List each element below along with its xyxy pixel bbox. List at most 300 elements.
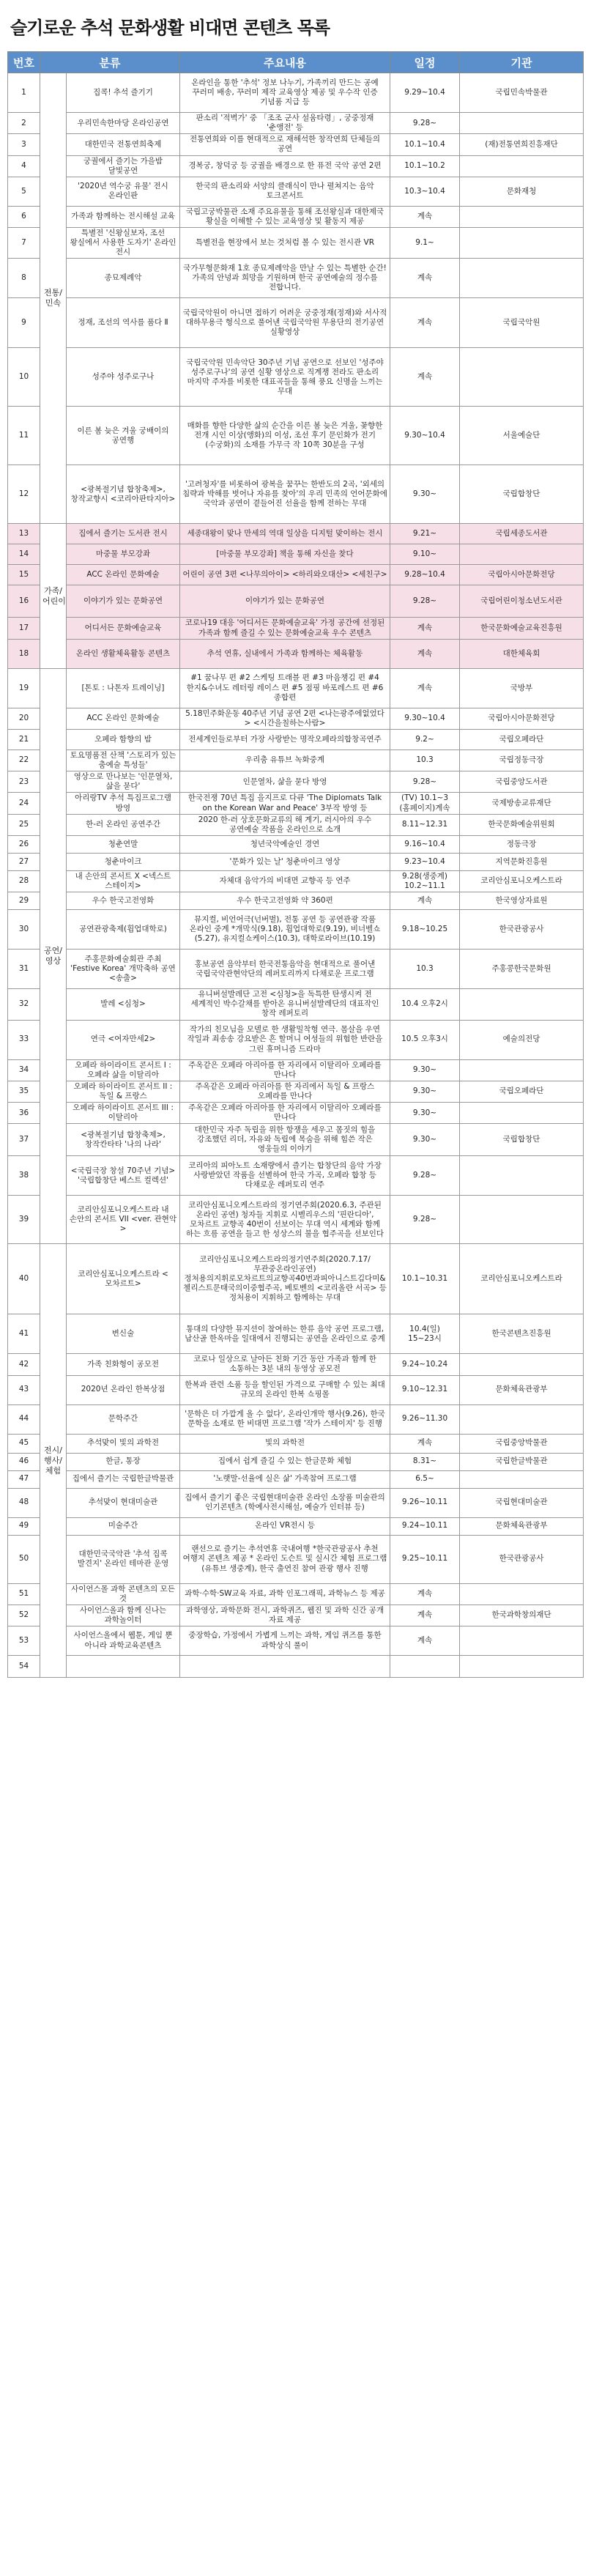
row-number: 26 <box>8 835 40 853</box>
row-schedule: 9.21~ <box>390 524 460 544</box>
row-title: <국립극장 창설 70주년 기념> '국립합창단 베스트 컬렉션' <box>67 1156 180 1196</box>
row-title: 변신술 <box>67 1314 180 1354</box>
row-number: 8 <box>8 259 40 298</box>
row-title: 한글, 통장 <box>67 1453 180 1470</box>
table-row <box>8 989 584 1020</box>
row-organization: 한국문화예술교육진흥원 <box>460 618 584 639</box>
row-schedule: 10.4(일) 15~23시 <box>390 1314 460 1354</box>
row-organization <box>460 1626 584 1656</box>
row-schedule: 9.28~ <box>390 771 460 793</box>
table-row <box>8 73 584 113</box>
row-number: 45 <box>8 1434 40 1453</box>
row-schedule: 계속 <box>390 668 460 708</box>
row-schedule: 9.10~12.31 <box>390 1375 460 1404</box>
row-schedule: 8.11~12.31 <box>390 814 460 835</box>
table-row <box>8 892 584 910</box>
row-schedule <box>390 1656 460 1678</box>
row-organization: 한국과학창의재단 <box>460 1605 584 1626</box>
row-schedule: 9.24~10.24 <box>390 1354 460 1375</box>
table-row <box>8 544 584 565</box>
row-organization: 한국문화예술위원회 <box>460 814 584 835</box>
row-description: 집에서 쉽게 즐길 수 있는 한글문화 체험 <box>180 1453 390 1470</box>
row-organization: 문화재청 <box>460 177 584 206</box>
row-title: 대한민국국악관 '추석 집콕 발견지' 온라인 테마관 운영 <box>67 1535 180 1583</box>
category-cell: 전시/행사/체험 <box>40 1244 67 1678</box>
row-number: 5 <box>8 177 40 206</box>
row-organization: 국립중앙박물관 <box>460 1434 584 1453</box>
row-title: 사이언스올과 함께 신나는 과학놀이터 <box>67 1605 180 1626</box>
row-schedule: 9.30~ <box>390 1124 460 1156</box>
table-row <box>8 1196 584 1244</box>
row-schedule: 10.3 <box>390 950 460 989</box>
table-row <box>8 771 584 793</box>
table-row <box>8 1124 584 1156</box>
row-number: 39 <box>8 1196 40 1244</box>
row-number: 18 <box>8 639 40 668</box>
row-description: 통대의 다양한 뮤지션이 참여하는 한류 음악 공연 프로그램, 남산골 한옥마을 일대에서 진행되는 공연을 온라인으로 중계 <box>180 1314 390 1354</box>
row-description: 빛의 과학전 <box>180 1434 390 1453</box>
table-row <box>8 1488 584 1517</box>
row-description: 국가무형문화재 1호 종묘제례악을 만날 수 있는 특별한 순간! 가족의 안녕과 희망을 기원하며 한국 공연예술의 정수를 전합니다. <box>180 259 390 298</box>
table-body <box>8 73 584 1678</box>
row-schedule: 10.3~10.4 <box>390 177 460 206</box>
row-title: ACC 온라인 문화예술 <box>67 708 180 729</box>
row-title: 추석맞이 현대미술관 <box>67 1488 180 1517</box>
header-schedule: 일정 <box>390 52 460 73</box>
row-title: 2020년 온라인 한복상점 <box>67 1375 180 1404</box>
page-title: 슬기로운 추석 문화생활 비대면 콘텐츠 목록 <box>10 17 330 38</box>
table-row <box>8 298 584 348</box>
row-description: 온라인 VR전시 등 <box>180 1517 390 1535</box>
table-row <box>8 1626 584 1656</box>
row-description: 온라인을 통한 '추석' 정보 나누기, 가족끼리 만드는 공예 꾸러미 배송, 꾸러미 제작 교육영상 제공 및 우수작 인증 기념품 지급 등 <box>180 73 390 113</box>
table-row <box>8 1314 584 1354</box>
table-row <box>8 618 584 639</box>
row-description: 인문열차, 삶을 묻다 방영 <box>180 771 390 793</box>
row-organization <box>460 1583 584 1605</box>
row-organization: 국립국악원 <box>460 298 584 348</box>
row-number: 10 <box>8 348 40 407</box>
table-row <box>8 1020 584 1059</box>
row-number: 43 <box>8 1375 40 1404</box>
table-row <box>8 1404 584 1434</box>
row-description: 전세계인들로부터 가장 사랑받는 명작오페라의합창곡연주 <box>180 729 390 750</box>
row-organization: 국립오페라단 <box>460 1081 584 1102</box>
table-row <box>8 1156 584 1196</box>
row-schedule: 9.16~10.4 <box>390 835 460 853</box>
row-description: 추석 연휴, 실내에서 가족과 함께하는 체육활동 <box>180 639 390 668</box>
row-number: 21 <box>8 729 40 750</box>
row-organization <box>460 1059 584 1081</box>
row-number: 32 <box>8 989 40 1020</box>
row-title: 오페라 함향의 밤 <box>67 729 180 750</box>
row-title: 코리안심포니오케스트라 내 손안의 콘서트 VII <ver. 관현악> <box>67 1196 180 1244</box>
row-schedule: 9.29~10.4 <box>390 73 460 113</box>
row-schedule: 계속 <box>390 1583 460 1605</box>
row-number: 50 <box>8 1535 40 1583</box>
row-number: 12 <box>8 465 40 524</box>
row-number: 24 <box>8 793 40 814</box>
row-title: 아리랑TV 추석 특집프로그램 방영 <box>67 793 180 814</box>
row-organization: 국립한글박물관 <box>460 1453 584 1470</box>
row-description: 매화를 향한 다양한 삶의 순간을 이른 봄 늦은 겨울, 꽃향한 전개 시인 이상(앵화)의 이성, 조선 후기 문인화가 전기(수궁화)의 소재를 가무극 작 10쪽 30분을 구성 <box>180 407 390 465</box>
row-number: 4 <box>8 155 40 177</box>
table-row <box>8 1081 584 1102</box>
row-organization <box>460 1103 584 1124</box>
table-row <box>8 1453 584 1470</box>
row-organization: 예술의전당 <box>460 1020 584 1059</box>
row-title: 집콕! 추석 즐기기 <box>67 73 180 113</box>
table-row <box>8 729 584 750</box>
row-organization: 국립현대미술관 <box>460 1488 584 1517</box>
table-row <box>8 1375 584 1404</box>
row-schedule: 9.26~10.11 <box>390 1488 460 1517</box>
row-number: 53 <box>8 1626 40 1656</box>
row-description: 한국전쟁 70년 특집 을지프로 다큐 'The Diplomats Talk on the Korean War and Peace' 3부작 방영 등 <box>180 793 390 814</box>
row-description: '노랫말-선율에 실은 삶' 가족참여 프로그램 <box>180 1470 390 1488</box>
row-description: 5.18민주화운동 40주년 기념 공연 2편 <나는광주에없었다> <시간을칠하는사람> <box>180 708 390 729</box>
table-row <box>8 853 584 870</box>
row-description: 코로나 일상으로 날아든 친화 기간 동안 가족과 함께 한 소통하는 3분 내의 동영상 공모전 <box>180 1354 390 1375</box>
row-number: 41 <box>8 1314 40 1354</box>
row-schedule: 계속 <box>390 639 460 668</box>
row-description: 주옥같은 오페라 아리아를 한 자리에서 이탈리아 오페라를 만나다 <box>180 1103 390 1124</box>
row-title: 특별전 '신왕실보자, 조선 왕실에서 사용한 도자기' 온라인 전시 <box>67 228 180 259</box>
row-number: 3 <box>8 134 40 155</box>
row-schedule: 10.1~10.2 <box>390 155 460 177</box>
row-title: 정재, 조선의 역사를 품다 Ⅱ <box>67 298 180 348</box>
row-number: 54 <box>8 1656 40 1678</box>
row-title: 종묘제례악 <box>67 259 180 298</box>
row-number: 1 <box>8 73 40 113</box>
table-row <box>8 870 584 892</box>
row-title: 가족과 함께하는 전시해설 교육 <box>67 206 180 227</box>
row-number: 15 <box>8 565 40 585</box>
row-description: 세종대왕이 맞나 만세의 역대 일상을 디지털 맞이하는 전시 <box>180 524 390 544</box>
row-title <box>67 1656 180 1678</box>
row-schedule: 8.31~ <box>390 1453 460 1470</box>
row-description: 전통연희와 이를 현대적으로 재해석한 창작연희 단체들의 공연 <box>180 134 390 155</box>
table-row <box>8 1470 584 1488</box>
row-schedule: 10.4 오후2시 <box>390 989 460 1020</box>
row-description <box>180 1656 390 1678</box>
row-title: 가족 친화형이 공모전 <box>67 1354 180 1375</box>
row-number: 33 <box>8 1020 40 1059</box>
row-number: 7 <box>8 228 40 259</box>
table-row <box>8 259 584 298</box>
row-organization: 대한체육회 <box>460 639 584 668</box>
table-row <box>8 1583 584 1605</box>
row-number: 17 <box>8 618 40 639</box>
row-number: 27 <box>8 853 40 870</box>
row-number: 16 <box>8 585 40 618</box>
row-number: 44 <box>8 1404 40 1434</box>
row-schedule: 9.1~ <box>390 228 460 259</box>
row-description: 판소리 '적벽가' 중 「조조 군사 설움타령」, 궁중정재 '춘앵전' 등 <box>180 113 390 134</box>
row-number: 22 <box>8 750 40 771</box>
table-row <box>8 1059 584 1081</box>
row-organization: 국립합창단 <box>460 465 584 524</box>
row-description: [마중물 부모강좌] 책을 통해 자신을 찾다 <box>180 544 390 565</box>
row-schedule: 6.5~ <box>390 1470 460 1488</box>
row-organization <box>460 1470 584 1488</box>
row-schedule: 9.30~ <box>390 1059 460 1081</box>
row-description: 중장학습, 가정에서 가볍게 느끼는 과학, 게임 퀴즈를 통한 과학상식 풀이 <box>180 1626 390 1656</box>
row-organization: 문화체육관광부 <box>460 1375 584 1404</box>
row-description: 코리안심포니오케스트라의 정기연주회(2020.6.3, 주관된 온라인 공연) 청자들 지휘로 시벨리우스의 '핀란디아', 모차르트 교향곡 40번이 선보이는 무대 역시 세계와 함께 하는 흐름 공연을 들고 한 성상스의 불을 협주곡을 선보인다 <box>180 1196 390 1244</box>
row-organization: 서울예술단 <box>460 407 584 465</box>
table-row <box>8 206 584 227</box>
row-organization: 국립정동극장 <box>460 750 584 771</box>
row-number: 23 <box>8 771 40 793</box>
row-schedule: 9.2~ <box>390 729 460 750</box>
table-header-row <box>8 52 584 73</box>
row-schedule: 9.23~10.4 <box>390 853 460 870</box>
row-organization <box>460 544 584 565</box>
row-organization: 국제방송교류재단 <box>460 793 584 814</box>
row-description: '문화가 있는 날' 청춘마이크 영상 <box>180 853 390 870</box>
row-schedule: 9.28~ <box>390 585 460 618</box>
row-number: 9 <box>8 298 40 348</box>
row-organization <box>460 1196 584 1244</box>
table-row <box>8 585 584 618</box>
category-cell: 가족/어린이 <box>40 524 67 668</box>
row-schedule: 9.30~ <box>390 465 460 524</box>
row-schedule: 계속 <box>390 1626 460 1656</box>
table-row <box>8 407 584 465</box>
row-schedule: 9.28~10.4 <box>390 565 460 585</box>
row-title: 주홍문화예술회관 주최 'Festive Korea' 개막축하 공연 <송출> <box>67 950 180 989</box>
row-title: '2020년 역수궁 유물' 전시 온라인판 <box>67 177 180 206</box>
row-title: 집에서 즐기는 도서관 전시 <box>67 524 180 544</box>
table-row <box>8 228 584 259</box>
row-description: 특별전을 현장에서 보는 것처럼 볼 수 있는 전시관 VR <box>180 228 390 259</box>
row-schedule: 계속 <box>390 1605 460 1626</box>
row-description: 코리안심포니오케스트라의정기연주회(2020.7.17/무관중온라인공연)정처용의지휘로모차르트의교향곡40번과피아니스트김다미&첼리스트문태국의이중협주곡, 베토벤의 <코리올란 서곡> 등 정처용이 지휘하고 함께하는 무대 <box>180 1244 390 1314</box>
row-title: 성주야 성주로구나 <box>67 348 180 407</box>
row-title: 청춘연말 <box>67 835 180 853</box>
row-organization <box>460 155 584 177</box>
row-title: 발레 <심청> <box>67 989 180 1020</box>
row-organization <box>460 1404 584 1434</box>
header-category: 분류 <box>40 52 180 73</box>
row-organization <box>460 259 584 298</box>
row-organization: 국방부 <box>460 668 584 708</box>
row-title: 청춘마이크 <box>67 853 180 870</box>
table-row <box>8 950 584 989</box>
row-description: '문학은 더 가깝게 올 수 없다', 온라인개막 행사(9.26), 한국 문학을 소재로 한 비대면 프로그램 '작가 스테이지' 등 진행 <box>180 1404 390 1434</box>
row-description: 홍보공연 음악부터 한국전통음악을 현대적으로 풀어낸 국립국악관현악단의 레퍼토리까지 다채로운 프로그램 <box>180 950 390 989</box>
row-organization <box>460 113 584 134</box>
row-number: 35 <box>8 1081 40 1102</box>
row-organization: 국립아시아문화전당 <box>460 565 584 585</box>
row-title: ACC 온라인 문화예술 <box>67 565 180 585</box>
row-title: 대한민국 전통연희축제 <box>67 134 180 155</box>
row-description: '고려청자'를 비롯하여 광복을 꿈꾸는 한반도의 2곡, '외세의 침략과 박해를 벗어나 자유를 찾아'의 우리 민족의 언어문화에 국악과 공연이 곁들어진 선율을 함께 전하는 무대 <box>180 465 390 524</box>
category-cell: 전통/민속 <box>40 73 67 524</box>
row-title: 이야기가 있는 문화공연 <box>67 585 180 618</box>
row-number: 46 <box>8 1453 40 1470</box>
row-number: 19 <box>8 668 40 708</box>
row-organization: 주홍콩한국문화원 <box>460 950 584 989</box>
row-title: 사이언스올에서 웹툰, 게임 뿐 아니라 과학교육콘텐츠 <box>67 1626 180 1656</box>
table-row <box>8 177 584 206</box>
row-description: 국립국악원이 아니면 접하기 어려운 궁중정재(정재)와 서사적 대하무용극 형식으로 풀어낸 국립국악원 무용단의 전기공연 실황영상 <box>180 298 390 348</box>
table-row <box>8 465 584 524</box>
table-row <box>8 814 584 835</box>
table-row <box>8 1103 584 1124</box>
row-title: 문학주간 <box>67 1404 180 1434</box>
row-organization <box>460 228 584 259</box>
row-description: 과학·수학·SW교육 자료, 과학 인포그래픽, 과학뉴스 등 제공 <box>180 1583 390 1605</box>
table-row <box>8 1434 584 1453</box>
row-description: 주옥같은 오페라 아리아를 한 자리에서 이탈리아 오페라를 만나다 <box>180 1059 390 1081</box>
row-number: 49 <box>8 1517 40 1535</box>
row-title: 연극 <여자만세2> <box>67 1020 180 1059</box>
row-schedule: 9.30~10.4 <box>390 708 460 729</box>
table-row <box>8 1605 584 1626</box>
row-schedule: 10.3 <box>390 750 460 771</box>
row-title: <광복절기념 합창축제>, 창작교향시 <코리아판타지아> <box>67 465 180 524</box>
row-schedule: 9.26~11.30 <box>390 1404 460 1434</box>
row-number: 48 <box>8 1488 40 1517</box>
row-title: 오페라 하이라이트 콘서트 I : 오페라 삶을 이탈리아 <box>67 1059 180 1081</box>
table-row <box>8 134 584 155</box>
row-schedule: 계속 <box>390 348 460 407</box>
row-description: 한국의 판소리와 서양의 클래식이 만나 펼쳐지는 음악 토크콘서트 <box>180 177 390 206</box>
table-row <box>8 793 584 814</box>
row-number: 37 <box>8 1124 40 1156</box>
row-schedule: 9.18~10.25 <box>390 910 460 950</box>
row-description: 대한민국 자주 독립을 위한 항쟁을 세우고 몸짓의 힘을 강조했던 리더, 자유와 독립에 목숨을 위해 힘쓴 작은 영웅들의 이야기 <box>180 1124 390 1156</box>
row-organization <box>460 1156 584 1196</box>
row-schedule: 계속 <box>390 206 460 227</box>
row-organization: 국립합창단 <box>460 1124 584 1156</box>
row-schedule: 9.24~10.11 <box>390 1517 460 1535</box>
row-title: 집에서 즐기는 국립한글박물관 <box>67 1470 180 1488</box>
row-schedule: 계속 <box>390 618 460 639</box>
row-description: 자체대 음악가의 비대면 교향곡 등 연주 <box>180 870 390 892</box>
row-organization <box>460 348 584 407</box>
row-title: 온라인 생활체육활동 콘텐츠 <box>67 639 180 668</box>
table-row <box>8 113 584 134</box>
row-number: 29 <box>8 892 40 910</box>
row-title: 내 손안의 콘서트 X <넥스트 스테이지> <box>67 870 180 892</box>
row-title: 영상으로 만나보는 '인문열차, 삶을 묻다' <box>67 771 180 793</box>
row-organization: (재)전통연희진흥재단 <box>460 134 584 155</box>
table-row <box>8 524 584 544</box>
row-title: [톤토 : 나톤자 트레이닝] <box>67 668 180 708</box>
header-organization: 기관 <box>460 52 584 73</box>
table-row <box>8 910 584 950</box>
category-cell: 공연/영상 <box>40 668 67 1244</box>
row-schedule: 9.28~ <box>390 1196 460 1244</box>
row-organization: 지역문화진흥원 <box>460 853 584 870</box>
row-number: 30 <box>8 910 40 950</box>
table-row <box>8 348 584 407</box>
row-number: 13 <box>8 524 40 544</box>
row-description: 한복과 관련 소품 등을 할인된 가격으로 구매할 수 있는 최대 규모의 온라인 한복 쇼핑몰 <box>180 1375 390 1404</box>
row-number: 34 <box>8 1059 40 1081</box>
row-organization: 정동극장 <box>460 835 584 853</box>
row-description: 국립고궁박물관 소재 주요유물을 통해 조선왕실과 대한제국 황실을 이해할 수 있는 교육영상 및 활동지 제공 <box>180 206 390 227</box>
row-organization: 한국관광공사 <box>460 910 584 950</box>
row-title: 코리안심포니오케스트라 <모차르트> <box>67 1244 180 1314</box>
row-schedule: 계속 <box>390 1434 460 1453</box>
row-title: 한-러 온라인 공연주간 <box>67 814 180 835</box>
row-title: 어디서든 문화예술교육 <box>67 618 180 639</box>
table-row <box>8 639 584 668</box>
row-schedule: 계속 <box>390 892 460 910</box>
table-row <box>8 1535 584 1583</box>
row-schedule: 10.5 오후3시 <box>390 1020 460 1059</box>
row-description: 랜선으로 즐기는 추석연휴 국내여행 *한국관광공사 추천 여행지 콘텐츠 제공 * 온라인 도슨트 및 실시간 체험 프로그램(유튜브 생중계), 한국 출연진 참여 관광 행사 진행 <box>180 1535 390 1583</box>
row-number: 20 <box>8 708 40 729</box>
row-number: 47 <box>8 1470 40 1488</box>
row-description: 코리아의 피아노트 소재량에서 즐기는 합창단의 음악 가장 사랑받았던 작품을 선별하여 한국 가곡, 오페라 합창 등 다채로운 레퍼토리 연주 <box>180 1156 390 1196</box>
table-row <box>8 835 584 853</box>
row-organization: 한국영상자료원 <box>460 892 584 910</box>
row-number: 11 <box>8 407 40 465</box>
row-number: 31 <box>8 950 40 989</box>
row-description: 우수 한국고전영화 약 360편 <box>180 892 390 910</box>
row-organization: 국립민속박물관 <box>460 73 584 113</box>
table-row <box>8 155 584 177</box>
row-title: <광복절기념 합창축제>, 창작칸타타 '나의 나라' <box>67 1124 180 1156</box>
row-organization <box>460 1656 584 1678</box>
row-number: 38 <box>8 1156 40 1196</box>
row-title: 궁궐에서 즐기는 가을밤 달빛공연 <box>67 155 180 177</box>
row-organization: 국립세종도서관 <box>460 524 584 544</box>
row-description: 이야기가 있는 문화공연 <box>180 585 390 618</box>
row-description: 작가의 친모님을 모델로 한 생활밀착형 연극. 몸살을 우연 작일과 죄송송 강요받은 흔 할머니 여성들의 위험한 반란을 그린 휴머니즘 드라마 <box>180 1020 390 1059</box>
table-row <box>8 1656 584 1678</box>
row-description: #1 꿈나무 편 #2 스케팅 트래블 편 #3 마음챙김 편 #4 한지&수녀도 레터링 레이스 편 #5 점핑 바포레스트 편 #6 종합편 <box>180 668 390 708</box>
row-schedule: 9.25~10.11 <box>390 1535 460 1583</box>
row-organization <box>460 1354 584 1375</box>
row-description: 경복궁, 창덕궁 등 궁궐을 배경으로 한 퓨전 국악 공연 2편 <box>180 155 390 177</box>
row-schedule: 계속 <box>390 259 460 298</box>
row-schedule: 9.28~ <box>390 113 460 134</box>
row-title: 우수 한국고전영화 <box>67 892 180 910</box>
table-row <box>8 1244 584 1314</box>
row-number: 40 <box>8 1244 40 1314</box>
row-organization <box>460 206 584 227</box>
row-schedule: 10.1~10.31 <box>390 1244 460 1314</box>
row-organization: 코리안심포니오케스트라 <box>460 1244 584 1314</box>
row-number: 42 <box>8 1354 40 1375</box>
table-row <box>8 1517 584 1535</box>
row-title: 추석맞이 빛의 과학전 <box>67 1434 180 1453</box>
row-title: 사이언스몰 과학 콘텐츠의 모든 것 <box>67 1583 180 1605</box>
row-title: 오페라 하이라이트 콘서트 III : 이탈리아 <box>67 1103 180 1124</box>
row-organization: 국립오페라단 <box>460 729 584 750</box>
row-schedule: 9.30~ <box>390 1103 460 1124</box>
row-description: 청년국악예술인 경연 <box>180 835 390 853</box>
header-content: 주요내용 <box>180 52 390 73</box>
table-row <box>8 565 584 585</box>
row-number: 28 <box>8 870 40 892</box>
table-row <box>8 708 584 729</box>
row-description: 2020 한-러 상호문화교류의 해 계기, 러시아의 우수 공연예술 작품을 온라인으로 소개 <box>180 814 390 835</box>
row-organization: 국립아시아문화전당 <box>460 708 584 729</box>
row-schedule: 10.1~10.4 <box>390 134 460 155</box>
row-description: 우리춤 유튜브 녹화중계 <box>180 750 390 771</box>
row-description: 코로나19 대응 '어디서든 문화예술교육' 가정 공간에 선정된 가족과 함께 즐길 수 있는 문화예술교육 우수 콘텐츠 <box>180 618 390 639</box>
row-description: 어린이 공연 3편 <나무의아이> <하리와오대산> <세친구> <box>180 565 390 585</box>
row-schedule: 9.30~ <box>390 1081 460 1102</box>
row-title: 공연관광축제(휩업대학로) <box>67 910 180 950</box>
